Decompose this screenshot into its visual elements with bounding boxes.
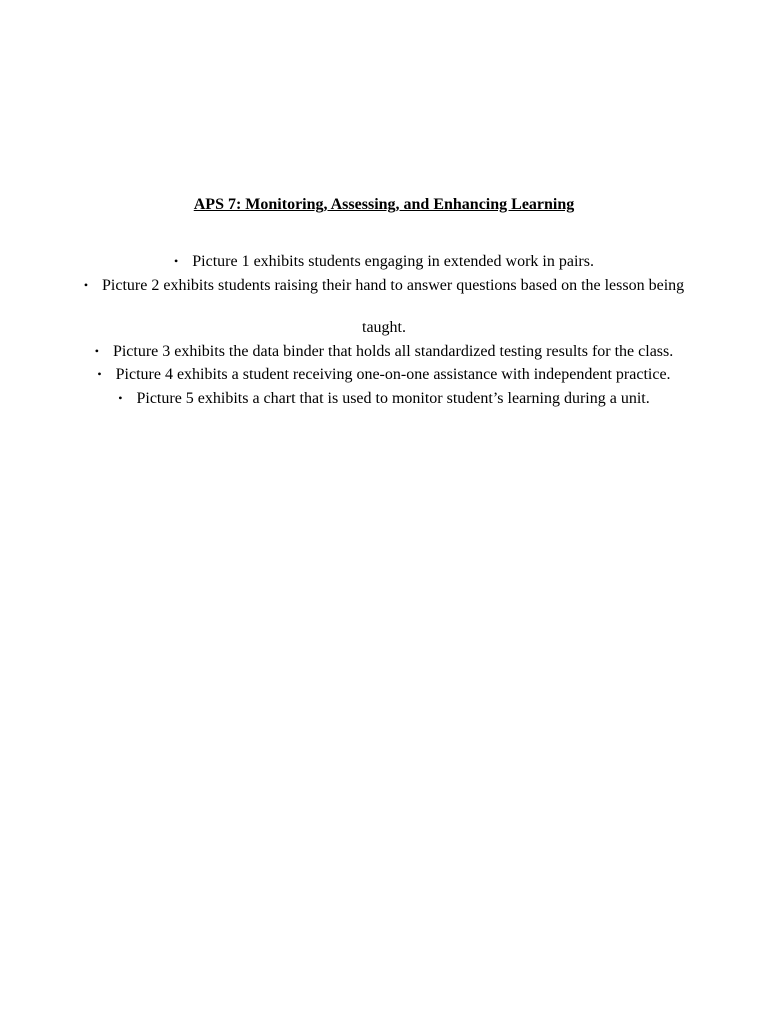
list-item-text: Picture 1 exhibits students engaging in extended work in pairs. <box>192 253 594 270</box>
bullet-icon: • <box>174 254 179 268</box>
list-item-text: Picture 5 exhibits a chart that is used to monitor student’s learning during a unit. <box>136 389 650 407</box>
list-item <box>0 274 768 340</box>
list-item <box>0 363 768 387</box>
bullet-icon: • <box>118 390 123 405</box>
document-title: APS 7: Monitoring, Assessing, and Enhancing Learning <box>193 196 575 213</box>
bullet-icon: • <box>97 367 102 381</box>
list-item-text: Picture 3 exhibits the data binder that holds all standardized testing results for the class. <box>112 342 674 360</box>
list-item <box>0 340 768 364</box>
bullet-icon: • <box>83 277 89 292</box>
bullet-icon: • <box>94 343 99 358</box>
bullet-list <box>0 250 768 410</box>
list-item-text: Picture 2 exhibits students raising their hand to answer questions based on the lesson being <box>102 276 685 294</box>
list-item <box>0 250 768 274</box>
list-item-text: Picture 4 exhibits a student receiving one-on-one assistance with independent practice. <box>115 366 671 383</box>
list-item <box>0 387 768 411</box>
list-item-continuation: taught. <box>362 319 406 336</box>
